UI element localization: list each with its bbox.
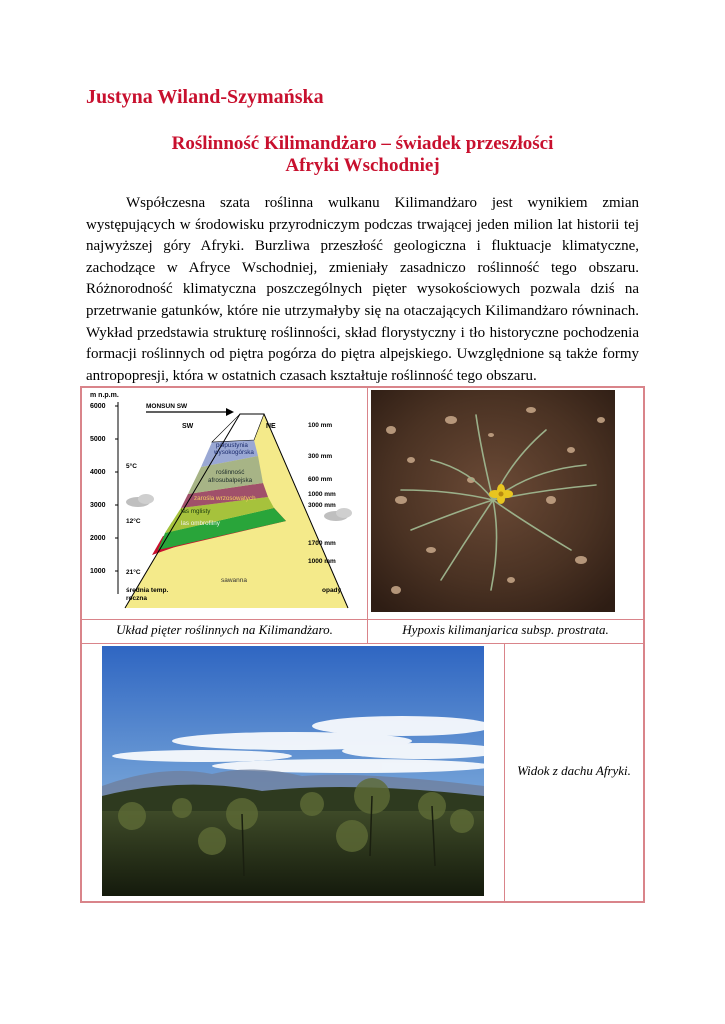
tick-6000: 6000 xyxy=(90,403,106,410)
precip-300: 300 mm xyxy=(308,453,333,460)
label-ne: NE xyxy=(266,423,276,430)
opady-label: opady xyxy=(322,587,342,594)
label-polpustynia-2: wysokogórska xyxy=(214,449,254,456)
precip-100: 100 mm xyxy=(308,422,333,429)
precip-600: 600 mm xyxy=(308,476,333,483)
precip-3000: 3000 mm xyxy=(308,502,336,509)
title-line-2: Afryki Wschodniej xyxy=(285,155,440,176)
label-ombrofilny: las ombrofilny xyxy=(181,520,220,527)
label-sw: SW xyxy=(182,423,194,430)
precip-1700: 1700 mm xyxy=(308,540,336,547)
vegetation-zones-diagram xyxy=(88,390,358,614)
tick-5000: 5000 xyxy=(90,436,106,443)
label-zarosla: zarośla wrzosowatych xyxy=(194,495,256,502)
precip-1000b: 1000 mm xyxy=(308,558,336,565)
mean-temp-label-1: średnia temp. xyxy=(126,587,169,594)
precip-1000a: 1000 mm xyxy=(308,491,336,498)
label-afro-1: roślinność xyxy=(216,469,245,476)
label-afro-2: afrosubalpejska xyxy=(208,477,253,484)
abstract-paragraph: Współczesna szata roślinna wulkanu Kilimandżaro jest wynikiem zmian występujących w środowisku przyrodniczym podczas trwającej jeden milion lat historii tej najwyższej góry Afryki. Burzliwa przeszłość geologiczna i fluktuacje klimatyczne, zachodzące w Afryce Wschodniej, zmieniały zasadniczo roślinność tego obszaru. Różnorodność klimatyczna poszczególnych pięter wysokościowych pozwala dziś na przetrwanie gatunków, które nie utrzymałyby się na otaczających Kilimandżaro równinach. Wykład przedstawia strukturę roślinności, skład florystyczny i tło historyczne pochodzenia formacji roślinnych od piętra pogórza do piętra alpejskiego. Uwzględnione są także formy antropopresji, która w ostatnich czasach kształtuje roślinność tego obszaru. xyxy=(86,195,639,384)
caption-view: Widok z dachu Afryki. xyxy=(517,763,631,778)
paper-title xyxy=(80,133,645,177)
label-sawanna: sawanna xyxy=(221,577,248,584)
tick-4000: 4000 xyxy=(90,469,106,476)
temp-21: 21°C xyxy=(126,569,141,576)
temp-5: 5°C xyxy=(126,463,137,470)
table-divider-col xyxy=(367,388,368,643)
caption-diagram: Układ pięter roślinnych na Kilimandżaro. xyxy=(116,622,333,637)
tick-3000: 3000 xyxy=(90,502,106,509)
mean-temp-label-2: roczna xyxy=(126,595,147,602)
monsoon-label: MONSUN SW xyxy=(146,403,188,410)
title-line-1: Roślinność Kilimandżaro – świadek przeszłości xyxy=(171,133,554,154)
label-polpustynia-1: półpustynia xyxy=(216,442,248,449)
author-name: Justyna Wiland-Szymańska xyxy=(86,86,324,108)
tick-2000: 2000 xyxy=(90,535,106,542)
hypoxis-plant-photo xyxy=(371,390,615,612)
table-divider-bottom xyxy=(82,643,643,644)
kilimanjaro-view-photo xyxy=(102,646,484,896)
axis-unit-label: m n.p.m. xyxy=(90,392,119,399)
tick-1000: 1000 xyxy=(90,568,106,575)
table-divider-top xyxy=(82,619,643,620)
temp-12: 12°C xyxy=(126,518,141,525)
caption-plant: Hypoxis kilimanjarica subsp. prostrata. xyxy=(402,622,609,637)
label-mglisty: las mglisty xyxy=(181,508,211,515)
figure-table xyxy=(80,386,645,903)
